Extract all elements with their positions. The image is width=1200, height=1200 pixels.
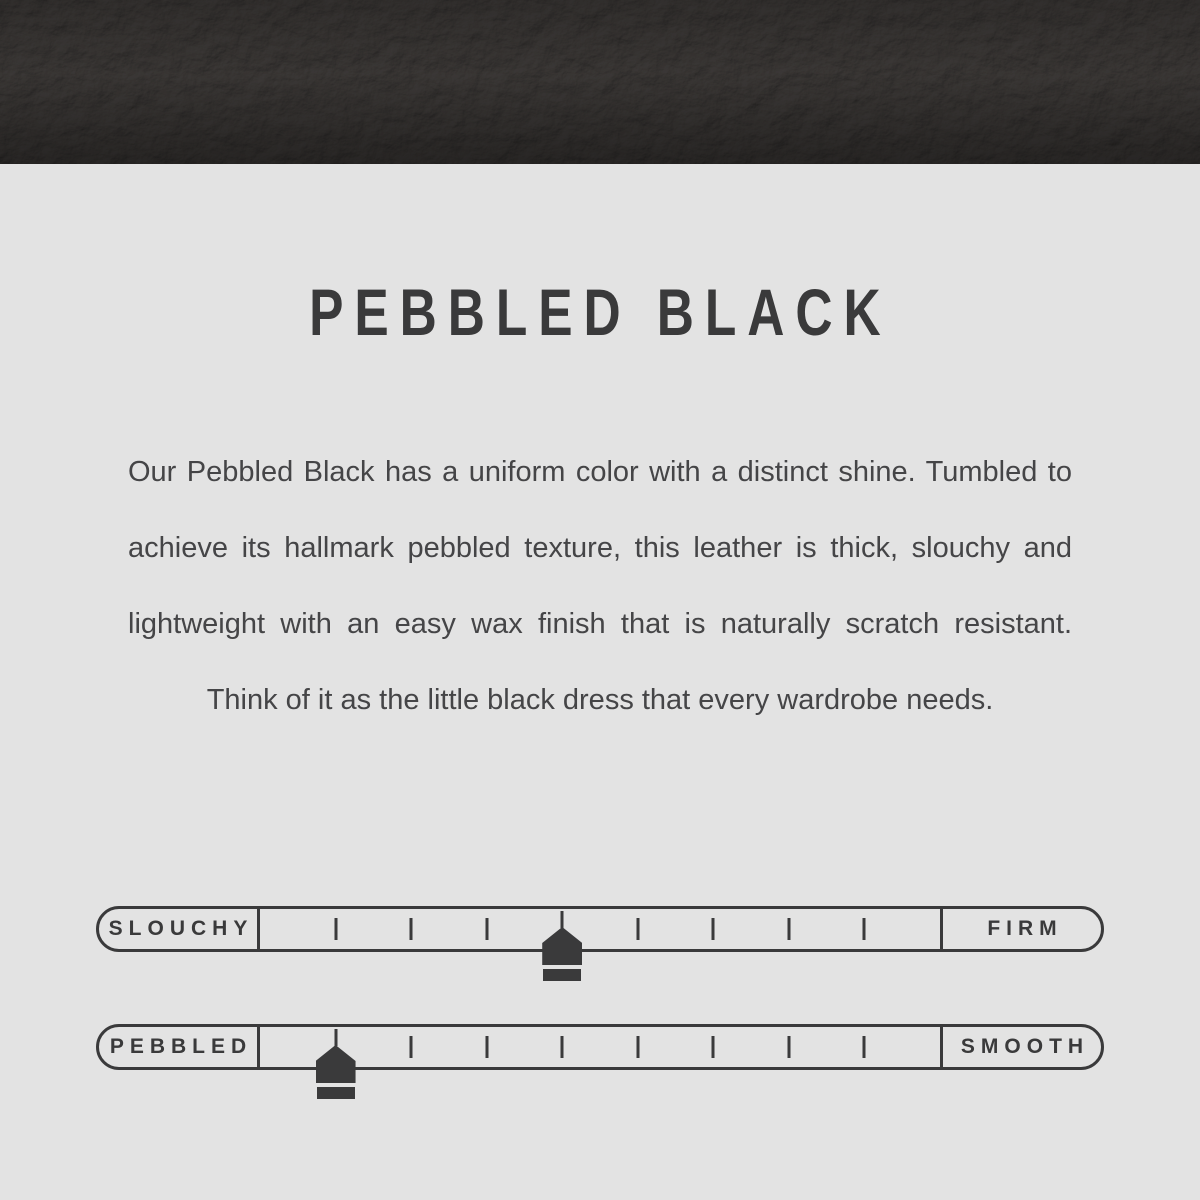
- scale-tick: [712, 918, 715, 940]
- scale-marker: [542, 909, 582, 983]
- scale-tick: [561, 1036, 564, 1058]
- scale-track: [260, 909, 940, 949]
- scale-tick: [636, 918, 639, 940]
- scale-track: [260, 1027, 940, 1067]
- scale-tick: [485, 918, 488, 940]
- marker-tick: [561, 911, 564, 928]
- scale-tick: [410, 918, 413, 940]
- scale-tick: [712, 1036, 715, 1058]
- scale-tick: [485, 1036, 488, 1058]
- page-title-text: PEBBLED BLACK: [308, 275, 892, 349]
- scale-tick: [863, 918, 866, 940]
- scale-tick: [787, 1036, 790, 1058]
- scale-right-label: FIRM: [940, 909, 1101, 949]
- marker-pointer-icon: [542, 927, 582, 965]
- scale-slouchy-firm: [96, 906, 1104, 952]
- scale-pebbled-smooth: [96, 1024, 1104, 1070]
- scale-tick: [410, 1036, 413, 1058]
- marker-bar: [543, 969, 581, 981]
- scale-left-label: SLOUCHY: [99, 909, 260, 949]
- scale-tick: [334, 918, 337, 940]
- product-description: Our Pebbled Black has a uniform color with a distinct shine. Tumbled to achieve its hallmark pebbled texture, this leather is thick, slouchy and lightweight with an easy wax finish that is naturally scratch resistant. Think of it as the little black dress that every wardrobe needs.: [128, 456, 1072, 716]
- leather-texture-image: [0, 0, 1200, 164]
- scale-marker: [316, 1027, 356, 1101]
- scale-left-label: PEBBLED: [99, 1027, 260, 1067]
- page-title: [0, 272, 1200, 352]
- marker-tick: [334, 1029, 337, 1046]
- marker-bar: [317, 1087, 355, 1099]
- scale-tick: [787, 918, 790, 940]
- scale-right-label: SMOOTH: [940, 1027, 1101, 1067]
- scale-tick: [863, 1036, 866, 1058]
- marker-pointer-icon: [316, 1045, 356, 1083]
- scale-tick: [636, 1036, 639, 1058]
